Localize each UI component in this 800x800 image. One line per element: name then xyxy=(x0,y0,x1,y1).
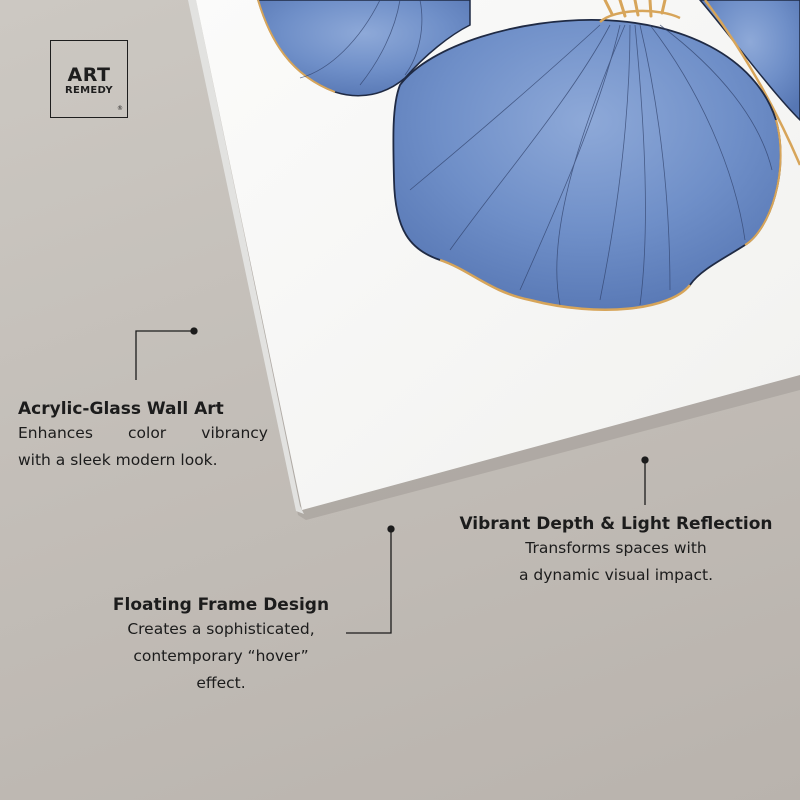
callout-title: Acrylic-Glass Wall Art xyxy=(18,399,224,419)
brand-logo xyxy=(50,40,128,118)
connector-dot xyxy=(642,457,648,463)
connector-dot xyxy=(388,526,394,532)
callout-text: with a sleek modern look. xyxy=(18,451,218,469)
callout-title: Vibrant Depth & Light Reflection xyxy=(459,514,773,534)
connector-acrylic xyxy=(136,331,194,380)
logo-text-remedy: REMEDY xyxy=(65,84,113,96)
connector-dot xyxy=(191,328,197,334)
callout-title: Floating Frame Design xyxy=(112,595,330,615)
callout-acrylic-glass xyxy=(18,398,268,474)
callout-vibrant-depth xyxy=(430,513,800,589)
callout-text: Creates a sophisticated, xyxy=(127,620,315,638)
callout-text: effect. xyxy=(196,674,246,692)
callout-text: Transforms spaces with xyxy=(525,539,707,557)
connector-floating xyxy=(346,529,391,633)
callout-floating-frame xyxy=(90,594,352,697)
logo-text-art: ART xyxy=(67,63,111,86)
callout-text: Enhances color vibrancy xyxy=(18,424,268,442)
callout-text: a dynamic visual impact. xyxy=(519,566,713,584)
callout-text: contemporary “hover” xyxy=(133,647,309,665)
registered-mark: ® xyxy=(117,105,123,112)
